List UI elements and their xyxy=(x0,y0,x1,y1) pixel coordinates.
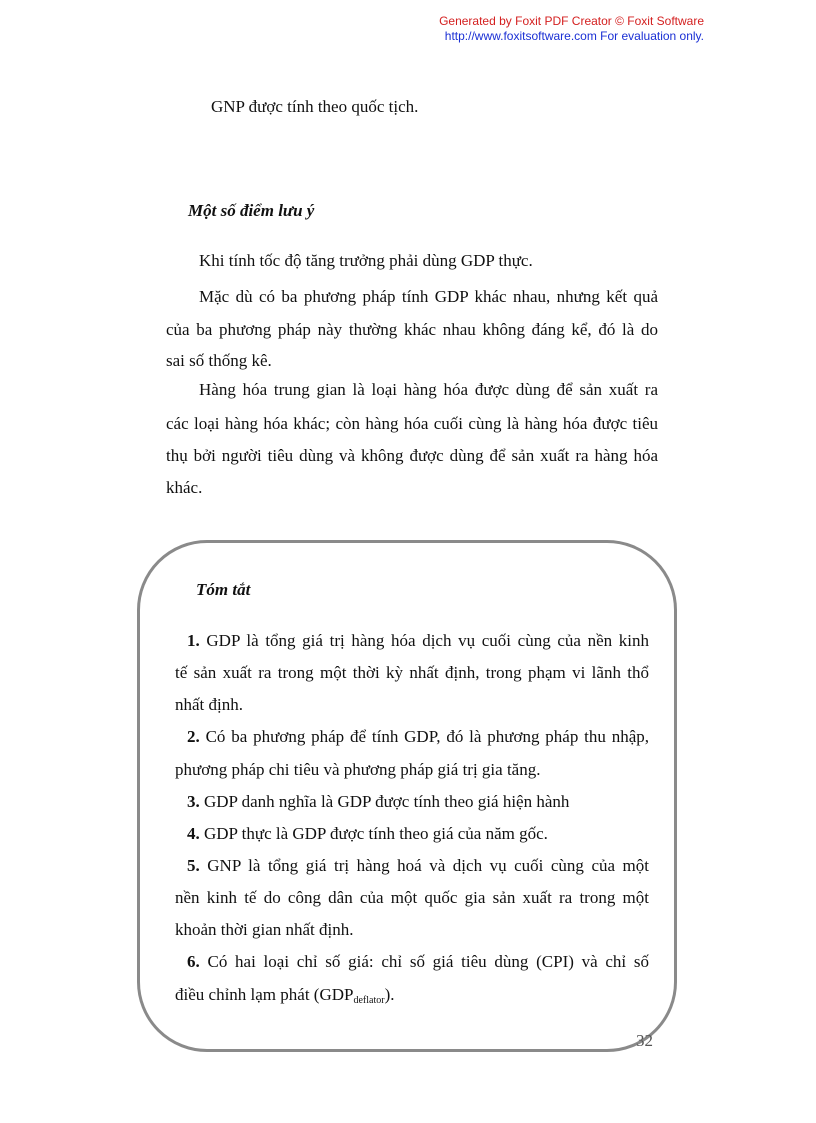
summary-item-6-line-2: điều chỉnh lạm phát $(GDP_{deflator})$. xyxy=(175,985,395,1006)
notes-paragraph-2-line-2: của ba phương pháp này thường khác nhau không đáng kể, đó là do xyxy=(166,320,658,339)
summary-item-2-number: 2. xyxy=(187,727,200,746)
notes-paragraph-2-line-1: Mặc dù có ba phương pháp tính GDP khác nhau, nhưng kết quả xyxy=(199,287,658,306)
deflator-subscript: deflator xyxy=(353,995,385,1006)
page-number: 32 xyxy=(636,1031,653,1050)
summary-item-1-line-1: 1. GDP là tổng giá trị hàng hóa dịch vụ cuối cùng của nền kinh xyxy=(187,631,649,650)
watermark-line-1: Generated by Foxit PDF Creator © Foxit Software xyxy=(439,14,704,28)
summary-item-5-number: 5. xyxy=(187,856,200,875)
summary-item-6-line-1: 6. Có hai loại chỉ số giá: chỉ số giá tiêu dùng (CPI) và chỉ số xyxy=(187,952,650,971)
notes-paragraph-3-line-4: khác. xyxy=(166,478,203,497)
top-line: GNP được tính theo quốc tịch. xyxy=(211,97,419,116)
summary-item-2-line-1: 2. Có ba phương pháp để tính GDP, đó là phương pháp thu nhập, xyxy=(187,727,649,746)
summary-item-1-line-3: nhất định. xyxy=(175,695,243,714)
notes-paragraph-3-line-1: Hàng hóa trung gian là loại hàng hóa được dùng để sản xuất ra xyxy=(199,380,658,399)
summary-item-3: 3. GDP danh nghĩa là GDP được tính theo giá hiện hành xyxy=(187,792,570,811)
summary-item-2-line-2: phương pháp chi tiêu và phương pháp giá trị gia tăng. xyxy=(175,760,541,779)
summary-item-5-line-1: 5. GNP là tổng giá trị hàng hoá và dịch vụ cuối cùng của một xyxy=(187,856,649,875)
summary-item-5-line-2: nền kinh tế do công dân của một quốc gia sản xuất ra trong một xyxy=(175,888,649,907)
foxit-watermark xyxy=(304,14,704,44)
summary-item-1-number: 1. xyxy=(187,631,200,650)
notes-paragraph-3-line-2: các loại hàng hóa khác; còn hàng hóa cuối cùng là hàng hóa được tiêu xyxy=(166,414,658,433)
summary-item-3-number: 3. xyxy=(187,792,200,811)
summary-item-1-line-2: tế sản xuất ra trong một thời kỳ nhất định, trong phạm vi lãnh thổ xyxy=(175,663,649,682)
summary-item-4: 4. GDP thực là GDP được tính theo giá của năm gốc. xyxy=(187,824,548,843)
summary-item-6-number: 6. xyxy=(187,952,200,971)
notes-heading: Một số điểm lưu ý xyxy=(188,201,315,220)
summary-item-4-number: 4. xyxy=(187,824,200,843)
summary-item-5-line-3: khoản thời gian nhất định. xyxy=(175,920,354,939)
notes-paragraph-3-line-3: thụ bởi người tiêu dùng và không được dùng để sản xuất ra hàng hóa xyxy=(166,446,658,465)
summary-heading: Tóm tắt xyxy=(196,580,251,599)
notes-paragraph-1: Khi tính tốc độ tăng trưởng phải dùng GDP thực. xyxy=(199,251,533,270)
watermark-line-2: http://www.foxitsoftware.com For evaluation only. xyxy=(444,29,704,43)
notes-paragraph-2-line-3: sai số thống kê. xyxy=(166,351,272,370)
